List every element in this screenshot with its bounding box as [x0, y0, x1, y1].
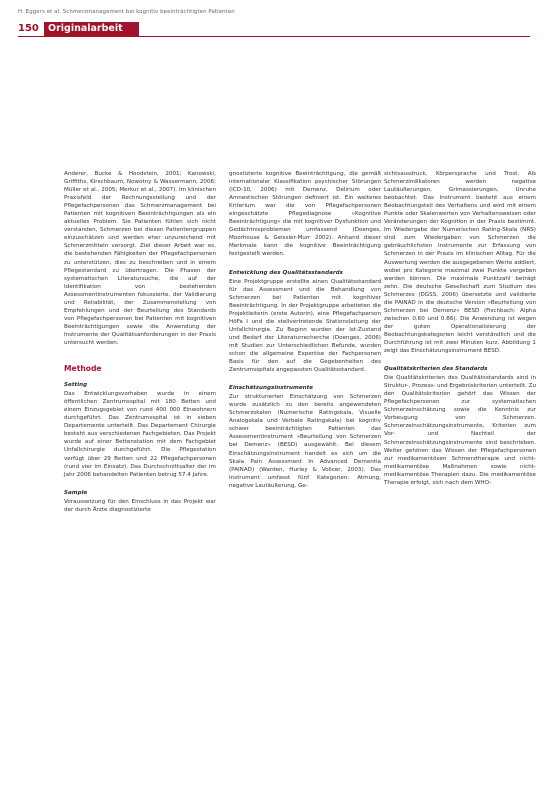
text-column-2 — [229, 170, 381, 490]
development-heading: Entwicklung des Qualitätsstandards — [229, 269, 343, 276]
besd-paragraph: sichtsausdruck, Körpersprache und Trost. Als Schmerzindikatoren werden negative Lautäußerungen, Grimassierungen, Unruhe beobachtet. Das Instrument besteht aus einem Beobachtungsteil des Verhaltens und wird mit einem Punkte oder Skalenwerten von Verhaltensweisen oder Veränderungen der Kognition in der Praxis bestimmt. Im Wiedergabe der Numerischen Rating-Skala (NRS) sind zum Wiedergaben von Schmerzen die gebräuchlichsten Instrumente zur Erfassung von Schmerzen in der Praxis im klinischen Alltag. Für die Auswertung werden die ausgegebenen Werte addiert, wobei pro Kategorie maximal zwei Punkte vergeben werden können. Die maximale Punktzahl beträgt zehn. Die deutsche Gesellschaft zum Studium des Schmerzes (DGSS, 2006) übersetzte und validierte die PAINAD in die deutsche Version »Beurteilung von Schmerzen bei Demenz« BESD (Fischbach: Alpha zwischen 0.60 und 0.86). Die Anwendung ist wegen der guten Operationalisierung der Beobachtungskategorien leicht verständlich und die Durchführung ist mit zwei Minuten kurz. Abbildung 1 zeigt das Einschätzungsinstrument BESD. — [384, 171, 536, 355]
development-paragraph: Eine Projektgruppe erstellte einen Qualitätsstandard für das Assessment und die Behandlung von Schmerzen bei Patienten mit kognitiver Beeinträchtigung. In der Projektgruppe arbeiteten die Projektleiterin (erste Autorin), eine Pflegefachperson HöFa I und die stellvertretende Stationsleitung der Unfallchirurgie. Zu Beginn wurden der Ist-Zustand und Bedarf der Literaturrecherche (Doenges, 2006) mit Studien zur Unterschiedlichen Befunde, wurden schon die allgemeine Expertise der Fachpersonen Basis für den auf die Gegebenheiten des Zentrumsspitals angepassten Qualitätsstandard. — [229, 278, 381, 374]
methods-heading: Methode — [64, 364, 102, 374]
setting-heading: Setting — [64, 382, 88, 389]
text-column-3 — [384, 170, 536, 487]
sample-heading: Sample — [64, 489, 88, 496]
header-bar — [18, 22, 139, 36]
section-label: Originalarbeit — [44, 22, 139, 36]
page-number: 150 — [18, 22, 44, 36]
criteria-heading: Qualitätskriterien des Standards — [384, 366, 488, 373]
assessment-heading: Einschätzungsinstrumente — [229, 385, 314, 392]
text-column-1 — [64, 170, 216, 514]
sample-continued-paragraph: gnostizierte kognitive Beeinträchtigung, die gemäß internationaler Klassifikation psychischer Störungen (ICD-10, 2006) mit Demenz, Delirium oder Amnestischen Störungen definiert ist. Ein weiteres Kriterium war die von Pflegefachpersonen eingeschätzte Pflegediagnose »Kognitive Beeinträchtigung« die mit kognitiver Dysfunktion und Gedächtnisproblemen umfassend (Doenges, Moorhouse & Geissler-Murr 2002). Anhand dieser Merkmale kann die kognitive Beeinträchtigung festgestellt werden. — [229, 171, 381, 258]
intro-paragraph: Anderer, Bucke & Hoodstein, 2001; Kanowski, Griffiths, Kirschbaum, Nowotny & Wassermann, 2006; Müller et al., 2005; Merkur et al., 2007). Im klinischen Praxisfeld der Rechnungsstellung und der Pflegefachpersonen das Schmerzmanagement bei Patienten mit kognitiven Beeinträchtigungen als ein aktuelles Problem. Sie Patienten fühlen sich nicht verstanden, Schmerzen bei diesen Patientengruppen einzuschätzen und werden eher unzureichend mit Schmerzmitteln versorgt. Ziel dieser Arbeit war es, die bestehenden Fähigkeiten der Pflegefachpersonen zu unterstützen, dies zu beschreiben und in einem Pflegestandard zu übertragen. Die Phasen der systematischen Literatursuche, die auf der Identifikation von bestehenden Assessmentinstrumenten fokussierte, der Validierung und Reliabilität, der Zusammenstellung von Empfehlungen und der Beurteilung des Standards von Pflegefachpersonen bei Patienten mit kognitiven Beeinträchtigungen sowie die Anwendung der Instrumente der Qualitätsanforderungen in der Praxis untersucht werden. — [64, 171, 216, 346]
criteria-paragraph: Die Qualitätskriterien des Qualitätsstandards sind in Struktur-, Prozess- und Ergebniskriterien unterteilt. Zu den Qualitätskriterien gehört das Wissen der Pflegefachpersonen zur systematischen Schmerzeinschätzung sowie die Kenntnis zur Vorbeugung von Schmerzen. Schmerzeinschätzungsinstrumente, Kriterien zum Vor- und Nachteil der Schmerzeinschätzungsinstrumente sind beschrieben. Weiter gehören das Wissen der Pflegefachpersonen zur medikamentösen Schmerztherapie und nicht-medikamentöse Maßnahmen sowie nicht-medikamentöse Therapien dazu. Die medikamentöse Therapie erfolgt, sich nach dem WHO- — [384, 375, 536, 486]
header-rule — [18, 36, 530, 37]
sample-paragraph: Voraussetzung für den Einschluss in das Projekt war der durch Ärzte diagnostizierte — [64, 498, 216, 513]
running-head: H. Eggers et al. Schmerzmanagement bei kognitiv beeinträchtigten Patienten — [18, 9, 235, 15]
assessment-paragraph: Zur strukturierten Einschätzung von Schmerzen wurde zusätzlich zu den bereits angewendeten Schmerzskalen (Numerische Ratingskala, Visuelle Analogskala und Verbale Ratingskala) bei kognitiv schwer beeinträchtigten Patienten das Assessmentinstrument »Beurteilung von Schmerzen bei Demenz« (BESD) ausgewählt. Bei diesem Einschätzungsinstrument handelt es sich um die Skala Pain Assessment In Advanced Dementia (PAINAD) (Warden, Hurley & Volicer, 2003). Das Instrument umfasst fünf Kategorien: Atmung, negative Lautäußerung, Ge- — [229, 394, 381, 489]
setting-paragraph: Das Entwicklungsvorhaben wurde in einem öffentlichen Zentrumsspital mit 180 Betten und einem Einzugsgebiet von rund 400 000 Einwohnern durchgeführt. Das Zentrumsspital ist in sieben Departemente unterteilt. Das Departement Chirurgie besteht aus verschiedenen Fachgebieten. Das Projekt wurde auf einer Bettenstation mit dem Fachgebiet Unfallchirurgie durchgeführt. Die Pflegestation verfügt über 29 Betten und 22 Pflegefachpersonen (rund vier im Einsatz). Das Durchschnittsalter der im Jahr 2006 behandelten Patienten betrug 57.4 Jahre. — [64, 391, 216, 478]
